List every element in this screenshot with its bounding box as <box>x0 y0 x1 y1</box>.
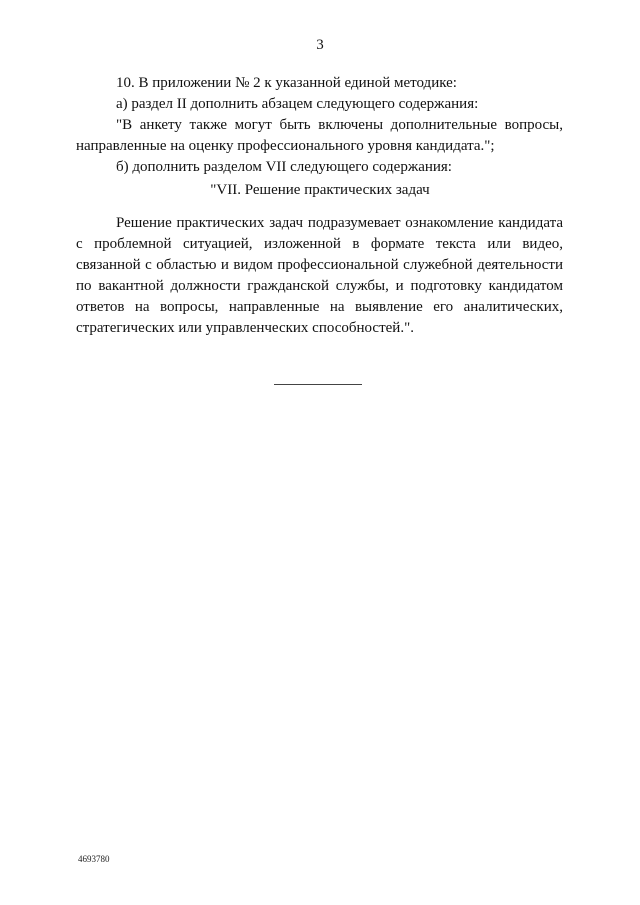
section-heading: "VII. Решение практических задач <box>210 182 430 198</box>
body-line-4: по вакантной должности гражданской службы, и подготовку кандидатом <box>76 278 563 294</box>
section-vii-body <box>76 213 563 339</box>
page-number: 3 <box>316 37 324 53</box>
quoted-text-line-2: направленные на оценку профессионального уровня кандидата."; <box>76 138 495 154</box>
body-line-2: с проблемной ситуацией, изложенной в формате текста или видео, <box>76 236 563 252</box>
quoted-text-line-1: "В анкету также могут быть включены дополнительные вопросы, <box>116 117 563 133</box>
amendment-paragraphs <box>76 73 563 178</box>
body-line-3: связанной с областью и видом профессиональной служебной деятельности <box>76 257 563 273</box>
subitem-a-line: а) раздел II дополнить абзацем следующего содержания: <box>116 96 479 112</box>
end-separator-line <box>274 384 362 385</box>
document-code: 4693780 <box>78 854 110 864</box>
subitem-b-line: б) дополнить разделом VII следующего содержания: <box>116 159 452 175</box>
body-line-6: стратегических или управленческих способностей.". <box>76 320 414 336</box>
body-line-5: ответов на вопросы, направленные на выявление его аналитических, <box>76 299 563 315</box>
body-line-1: Решение практических задач подразумевает ознакомление кандидата <box>116 215 563 231</box>
item-10-line: 10. В приложении № 2 к указанной единой методике: <box>116 75 457 91</box>
